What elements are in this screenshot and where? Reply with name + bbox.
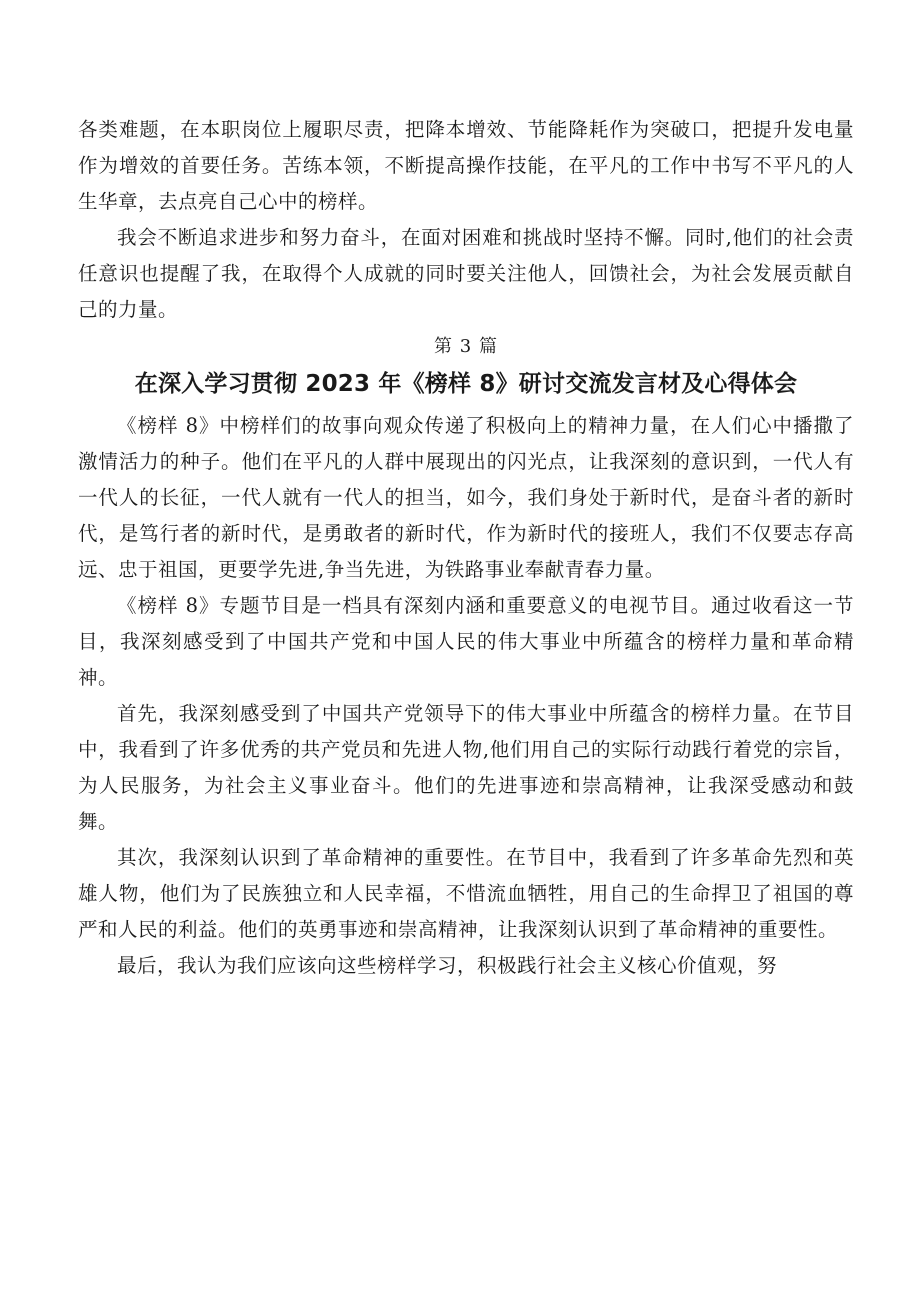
intro-paragraph-2: 我会不断追求进步和努力奋斗，在面对困难和挑战时坚持不懈。同时,他们的社会责任意识也提醒了我，在取得个人成就的同时要关注他人，回馈社会，为社会发展贡献自己的力量。 xyxy=(78,226,854,321)
body-paragraph-5: 最后，我认为我们应该向这些榜样学习，积极践行社会主义核心价值观，努 xyxy=(117,954,778,977)
section-label: 第 3 篇 xyxy=(434,336,498,357)
intro-paragraph-1: 各类难题，在本职岗位上履职尽责，把降本增效、节能降耗作为突破口，把提升发电量作为增效的首要任务。苦练本领，不断提高操作技能，在平凡的工作中书写不平凡的人生华章，去点亮自己心中的榜样。 xyxy=(78,118,854,213)
body-paragraph-1: 《榜样 8》中榜样们的故事向观众传递了积极向上的精神力量，在人们心中播撒了激情活力的种子。他们在平凡的人群中展现出的闪光点，让我深刻的意识到，一代人有一代人的长征，一代人就有一代人的担当，如今，我们身处于新时代，是奋斗者的新时代，是笃行者的新时代，是勇敢者的新时代，作为新时代的接班人，我们不仅要志存高远、忠于祖国，更要学先进,争当先进，为铁路事业奉献青春力量。 xyxy=(78,414,854,581)
document-page xyxy=(78,112,854,984)
body-paragraph-2: 《榜样 8》专题节目是一档具有深刻内涵和重要意义的电视节目。通过收看这一节目，我深刻感受到了中国共产党和中国人民的伟大事业中所蕴含的榜样力量和革命精神。 xyxy=(78,594,854,689)
body-paragraph-4: 其次，我深刻认识到了革命精神的重要性。在节目中，我看到了许多革命先烈和英雄人物，他们为了民族独立和人民幸福，不惜流血牺牲，用自己的生命捍卫了祖国的尊严和人民的利益。他们的英勇事迹和崇高精神，让我深刻认识到了革命精神的重要性。 xyxy=(78,846,854,941)
section-title: 在深入学习贯彻 2023 年《榜样 8》研讨交流发言材及心得体会 xyxy=(134,371,798,397)
body-paragraph-3: 首先，我深刻感受到了中国共产党领导下的伟大事业中所蕴含的榜样力量。在节目中，我看到了许多优秀的共产党员和先进人物,他们用自己的实际行动践行着党的宗旨，为人民服务，为社会主义事业奋斗。他们的先进事迹和崇高精神，让我深受感动和鼓舞。 xyxy=(78,702,854,833)
